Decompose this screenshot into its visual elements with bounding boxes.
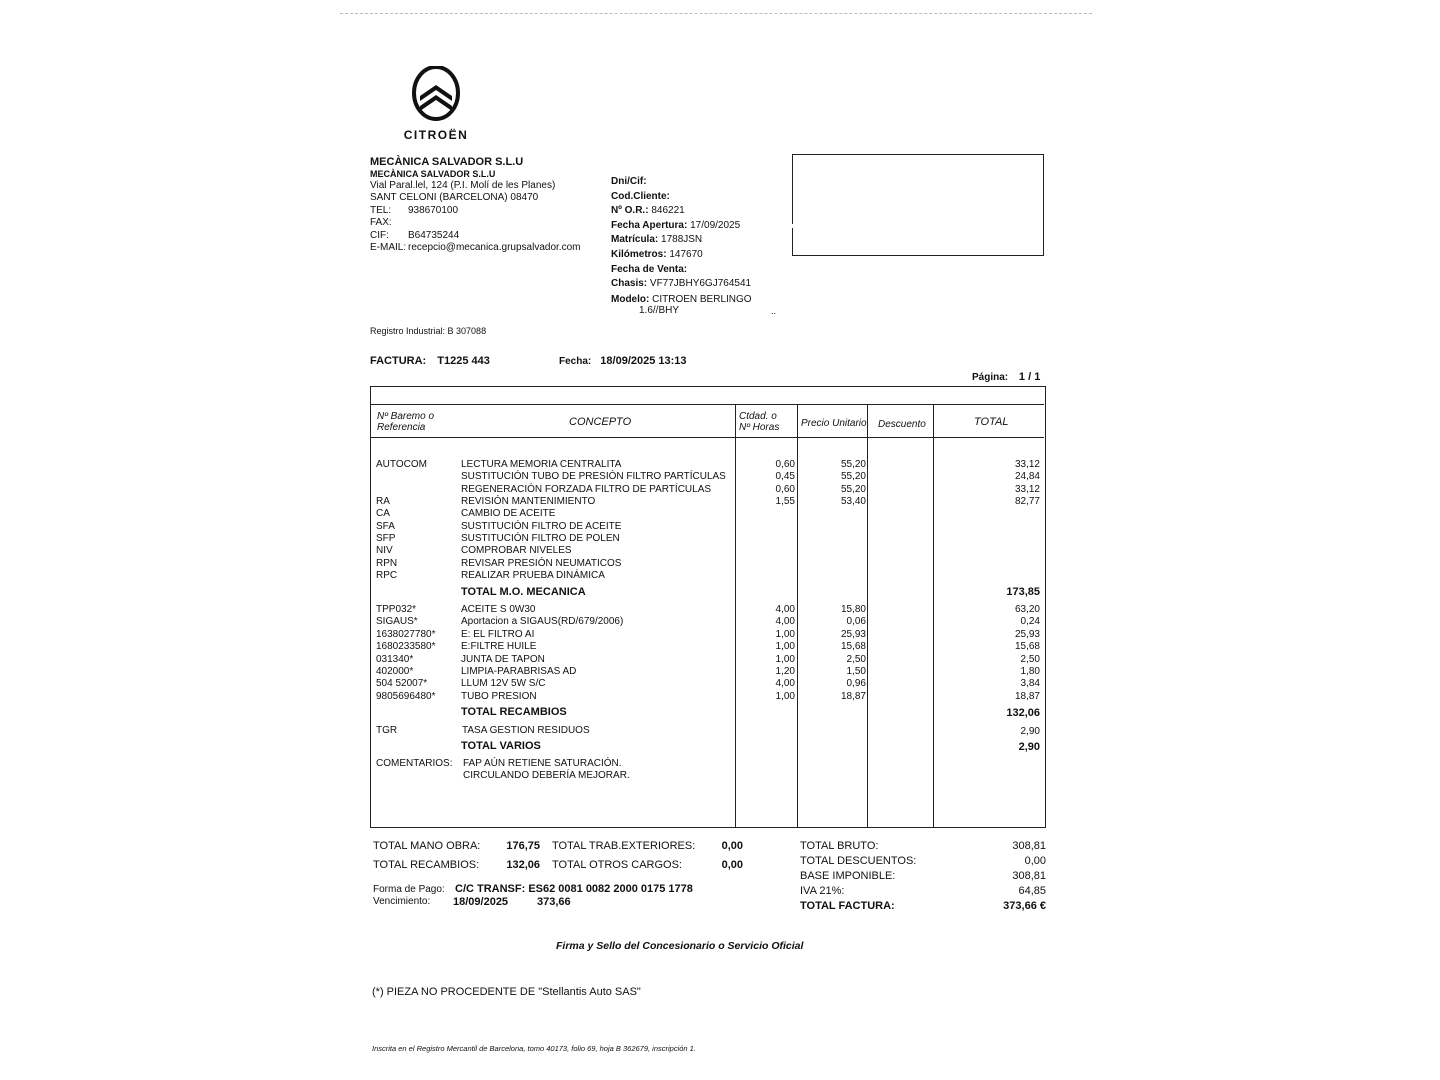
part-row-total: 63,20 bbox=[1014, 604, 1040, 615]
iva-value: 64,85 bbox=[1018, 885, 1046, 897]
part-row-total: 18,87 bbox=[1014, 690, 1040, 702]
header-ref-line1: Nº Baremo o bbox=[377, 411, 435, 422]
part-row-cant: 4,00 bbox=[775, 678, 795, 690]
part-row-cant: 1,00 bbox=[775, 653, 795, 665]
factura-row bbox=[370, 355, 490, 367]
misc-total: 2,90 bbox=[1020, 726, 1040, 737]
vencimiento-value: 18/09/2025 bbox=[453, 896, 509, 908]
labor-row-cant: 0,60 bbox=[775, 483, 795, 495]
part-row-concepto: LLUM 12V 5W S/C bbox=[461, 678, 546, 690]
scan-edge-line bbox=[340, 13, 1092, 14]
part-row-cant: 4,00 bbox=[775, 616, 795, 628]
iva-label: IVA 21%: bbox=[800, 885, 845, 897]
brand-name: CITROËN bbox=[403, 128, 469, 142]
part-row-precio: 2,50 bbox=[846, 653, 866, 665]
header-cantidad bbox=[739, 411, 779, 433]
labor-row-concepto: SUSTITUCIÓN FILTRO DE ACEITE bbox=[461, 520, 622, 532]
pagina-row bbox=[972, 371, 1040, 383]
total-factura-label: TOTAL FACTURA: bbox=[800, 900, 895, 912]
labor-row-cant: 0,45 bbox=[775, 471, 795, 483]
part-row-precio: 1,50 bbox=[846, 666, 866, 677]
labor-row-cant: 0,60 bbox=[775, 459, 795, 470]
modelo-value1: CITROEN BERLINGO bbox=[652, 293, 752, 305]
descuentos-label: TOTAL DESCUENTOS: bbox=[800, 855, 917, 867]
part-row-concepto: TUBO PRESION bbox=[461, 690, 537, 702]
or-value: 846221 bbox=[651, 205, 685, 217]
misc-ref: TGR bbox=[376, 725, 398, 736]
comments-line1: FAP AÚN RETIENE SATURACIÓN. bbox=[463, 758, 622, 769]
part-row-cant: 1,00 bbox=[775, 690, 795, 702]
misc-total-value: 2,90 bbox=[1018, 741, 1040, 753]
labor-row-precio: 55,20 bbox=[840, 471, 866, 483]
address-window-box bbox=[792, 154, 1044, 256]
header-ref bbox=[377, 411, 434, 433]
labor-row-concepto: REGENERACIÓN FORZADA FILTRO DE PARTÍCULAS bbox=[461, 483, 712, 495]
comments-label: COMENTARIOS: bbox=[376, 758, 453, 769]
company-name-small: MECÀNICA SALVADOR S.L.U bbox=[370, 168, 496, 179]
labor-row-total: 33,12 bbox=[1014, 459, 1040, 470]
matricula-value: 1788JSN bbox=[661, 234, 703, 246]
venta-label: Fecha de Venta: bbox=[611, 263, 688, 275]
part-row-ref: 1680233580* bbox=[376, 641, 436, 653]
part-row-cant: 1,20 bbox=[775, 666, 795, 677]
labor-row-ref: RPN bbox=[376, 557, 398, 569]
pagina-label: Página: bbox=[972, 372, 1009, 383]
bruto-value: 308,81 bbox=[1012, 840, 1046, 852]
labor-row-concepto: REVISIÓN MANTENIMIENTO bbox=[461, 496, 596, 508]
labor-row-ref: AUTOCOM bbox=[376, 459, 427, 470]
dots: .. bbox=[771, 306, 777, 316]
misc-total-label: TOTAL VARIOS bbox=[461, 740, 541, 752]
labor-row-ref: RA bbox=[376, 496, 390, 508]
header-precio: Precio Unitario bbox=[801, 418, 867, 429]
apertura-label: Fecha Apertura: bbox=[611, 219, 688, 231]
part-row-concepto: E:FILTRE HUILE bbox=[461, 641, 537, 653]
km-value: 147670 bbox=[669, 248, 703, 260]
part-row-precio: 18,87 bbox=[840, 690, 866, 702]
labor-row-concepto: CAMBIO DE ACEITE bbox=[461, 508, 556, 520]
forma-pago-label: Forma de Pago: bbox=[373, 884, 445, 895]
base-imponible-label: BASE IMPONIBLE: bbox=[800, 870, 896, 882]
email-value: recepcio@mecanica.grupsalvador.com bbox=[408, 242, 581, 253]
factura-value: T1225 443 bbox=[437, 355, 490, 367]
total-factura-value: 373,66 € bbox=[1003, 900, 1046, 912]
labor-row-ref: RPC bbox=[376, 570, 398, 582]
fecha-label: Fecha: bbox=[559, 356, 592, 367]
labor-row-ref: CA bbox=[376, 508, 390, 520]
labor-row-ref: NIV bbox=[376, 545, 393, 557]
part-row-ref: 402000* bbox=[376, 666, 414, 677]
misc-concepto: TASA GESTION RESIDUOS bbox=[462, 725, 590, 736]
footnote: (*) PIEZA NO PROCEDENTE DE "Stellantis Auto SAS" bbox=[372, 986, 641, 998]
part-row-ref: 9805696480* bbox=[376, 690, 436, 702]
part-row-precio: 15,68 bbox=[840, 641, 866, 653]
factura-label: FACTURA: bbox=[370, 355, 427, 367]
header-concepto: CONCEPTO bbox=[569, 416, 632, 428]
labor-row-precio: 55,20 bbox=[840, 483, 866, 495]
labor-row-cant: 1,55 bbox=[775, 496, 795, 508]
labor-row-precio: 55,20 bbox=[840, 459, 866, 470]
recambios-label: TOTAL RECAMBIOS: bbox=[373, 859, 480, 871]
part-row-precio: 0,06 bbox=[846, 616, 866, 628]
labor-row-concepto: REVISAR PRESIÓN NEUMATICOS bbox=[461, 557, 622, 569]
mano-obra-value: 176,75 bbox=[506, 840, 540, 852]
header-cant-line2: Nº Horas bbox=[739, 422, 780, 433]
bruto-label: TOTAL BRUTO: bbox=[800, 840, 879, 852]
company-address1: Vial Paral.lel, 124 (P.I. Molí de les Planes) bbox=[370, 179, 556, 191]
matricula-label: Matrícula: bbox=[611, 234, 659, 246]
part-row-concepto: E: EL FILTRO AI bbox=[461, 628, 535, 640]
chasis-label: Chasis: bbox=[611, 278, 648, 290]
labor-row-ref: SFP bbox=[376, 533, 396, 545]
col-divider bbox=[867, 405, 868, 827]
otros-cargos-value: 0,00 bbox=[721, 859, 743, 871]
part-row-cant: 4,00 bbox=[775, 604, 795, 615]
table-top-band bbox=[370, 404, 1044, 405]
labor-row-concepto: REALIZAR PRUEBA DINÁMICA bbox=[461, 570, 605, 582]
registro-industrial: Registro Industrial: B 307088 bbox=[370, 326, 487, 336]
parts-total-label: TOTAL RECAMBIOS bbox=[461, 706, 567, 718]
client-block bbox=[611, 175, 752, 317]
labor-row-precio: 53,40 bbox=[840, 496, 866, 508]
cif-value: B64735244 bbox=[408, 229, 460, 241]
part-row-concepto: Aportacion a SIGAUS(RD/679/2006) bbox=[461, 616, 624, 628]
modelo-value2: 1.6//BHY bbox=[639, 305, 680, 317]
labor-row-total: 33,12 bbox=[1014, 483, 1040, 495]
part-row-ref: SIGAUS* bbox=[376, 616, 418, 628]
modelo-label: Modelo: bbox=[611, 293, 650, 305]
labor-row-concepto: SUSTITUCIÓN TUBO DE PRESIÓN FILTRO PARTÍCULAS bbox=[461, 471, 726, 483]
table-header-separator bbox=[370, 437, 1044, 438]
part-row-ref: 031340* bbox=[376, 653, 414, 665]
legal-footer: Inscrita en el Registro Mercantil de Barcelona, tomo 40173, folio 69, hoja B 362679, inscripción 1. bbox=[372, 1044, 696, 1053]
forma-pago-value: C/C TRANSF: ES62 0081 0082 2000 0175 1778 bbox=[455, 883, 693, 895]
labor-row-total: 24,84 bbox=[1014, 471, 1040, 483]
fax-label: FAX: bbox=[370, 217, 392, 228]
fecha-value: 18/09/2025 13:13 bbox=[600, 355, 687, 367]
part-row-precio: 15,80 bbox=[840, 604, 866, 615]
cif-label: CIF: bbox=[370, 229, 389, 241]
part-row-cant: 1,00 bbox=[775, 641, 795, 653]
cod-cliente-label: Cod.Cliente: bbox=[611, 190, 670, 202]
labor-row-ref: SFA bbox=[376, 520, 395, 532]
header-cant-line1: Ctdad. o bbox=[739, 411, 777, 422]
labor-row-concepto: SUSTITUCIÓN FILTRO DE POLEN bbox=[461, 533, 620, 545]
descuentos-value: 0,00 bbox=[1024, 855, 1046, 867]
col-divider bbox=[797, 405, 798, 827]
company-address2: SANT CELONI (BARCELONA) 08470 bbox=[370, 192, 539, 203]
vencimiento-label: Vencimiento: bbox=[373, 896, 431, 907]
labor-total-label: TOTAL M.O. MECANICA bbox=[461, 586, 586, 598]
part-row-precio: 25,93 bbox=[840, 628, 866, 640]
part-row-total: 25,93 bbox=[1014, 628, 1040, 640]
trab-ext-value: 0,00 bbox=[721, 840, 743, 852]
header-descuento: Descuento bbox=[878, 419, 926, 430]
part-row-total: 0,24 bbox=[1020, 616, 1040, 628]
part-row-ref: 504 52007* bbox=[376, 678, 428, 690]
tel-label: TEL: bbox=[370, 204, 392, 216]
km-label: Kilómetros: bbox=[611, 248, 667, 260]
mano-obra-label: TOTAL MANO OBRA: bbox=[373, 840, 481, 852]
header-ref-line2: Referencia bbox=[377, 422, 426, 433]
part-row-total: 1,80 bbox=[1020, 666, 1040, 677]
fecha-row bbox=[559, 355, 687, 367]
company-name: MECÀNICA SALVADOR S.L.U bbox=[370, 156, 524, 168]
email-label: E-MAIL: bbox=[370, 242, 407, 253]
dni-label: Dni/Cif: bbox=[611, 176, 647, 187]
signature-caption: Firma y Sello del Concesionario o Servicio Oficial bbox=[556, 940, 804, 952]
part-row-total: 15,68 bbox=[1014, 641, 1040, 653]
col-divider bbox=[933, 405, 934, 827]
base-imponible-value: 308,81 bbox=[1012, 870, 1046, 882]
part-row-cant: 1,00 bbox=[775, 628, 795, 640]
header-total: TOTAL bbox=[974, 416, 1009, 428]
part-row-concepto: LIMPIA-PARABRISAS AD bbox=[461, 666, 577, 677]
parts-total-value: 132,06 bbox=[1006, 707, 1040, 719]
or-label: Nº O.R.: bbox=[611, 205, 649, 217]
recambios-value: 132,06 bbox=[506, 859, 540, 871]
address-box-notch bbox=[790, 224, 794, 228]
part-row-total: 2,50 bbox=[1020, 653, 1040, 665]
part-row-concepto: JUNTA DE TAPON bbox=[461, 653, 545, 665]
part-row-concepto: ACEITE S 0W30 bbox=[461, 604, 536, 615]
labor-row-concepto: LECTURA MEMORIA CENTRALITA bbox=[461, 459, 622, 470]
labor-total-value: 173,85 bbox=[1006, 586, 1040, 598]
part-row-total: 3,84 bbox=[1020, 678, 1040, 690]
part-row-precio: 0,96 bbox=[846, 678, 866, 690]
tel-value: 938670100 bbox=[408, 204, 459, 216]
pagina-value: 1 / 1 bbox=[1018, 371, 1041, 383]
labor-row-total: 82,77 bbox=[1014, 496, 1040, 508]
vencimiento-importe: 373,66 bbox=[537, 896, 571, 908]
comments-line2: CIRCULANDO DEBERÍA MEJORAR. bbox=[463, 770, 630, 781]
apertura-value: 17/09/2025 bbox=[690, 219, 741, 231]
chasis-value: VF77JBHY6GJ764541 bbox=[649, 278, 752, 290]
labor-row-concepto: COMPROBAR NIVELES bbox=[461, 545, 572, 557]
part-row-ref: 1638027780* bbox=[376, 628, 436, 640]
part-row-ref: TPP032* bbox=[376, 604, 417, 615]
otros-cargos-label: TOTAL OTROS CARGOS: bbox=[552, 859, 682, 871]
company-block bbox=[370, 156, 580, 255]
trab-ext-label: TOTAL TRAB.EXTERIORES: bbox=[552, 840, 696, 852]
